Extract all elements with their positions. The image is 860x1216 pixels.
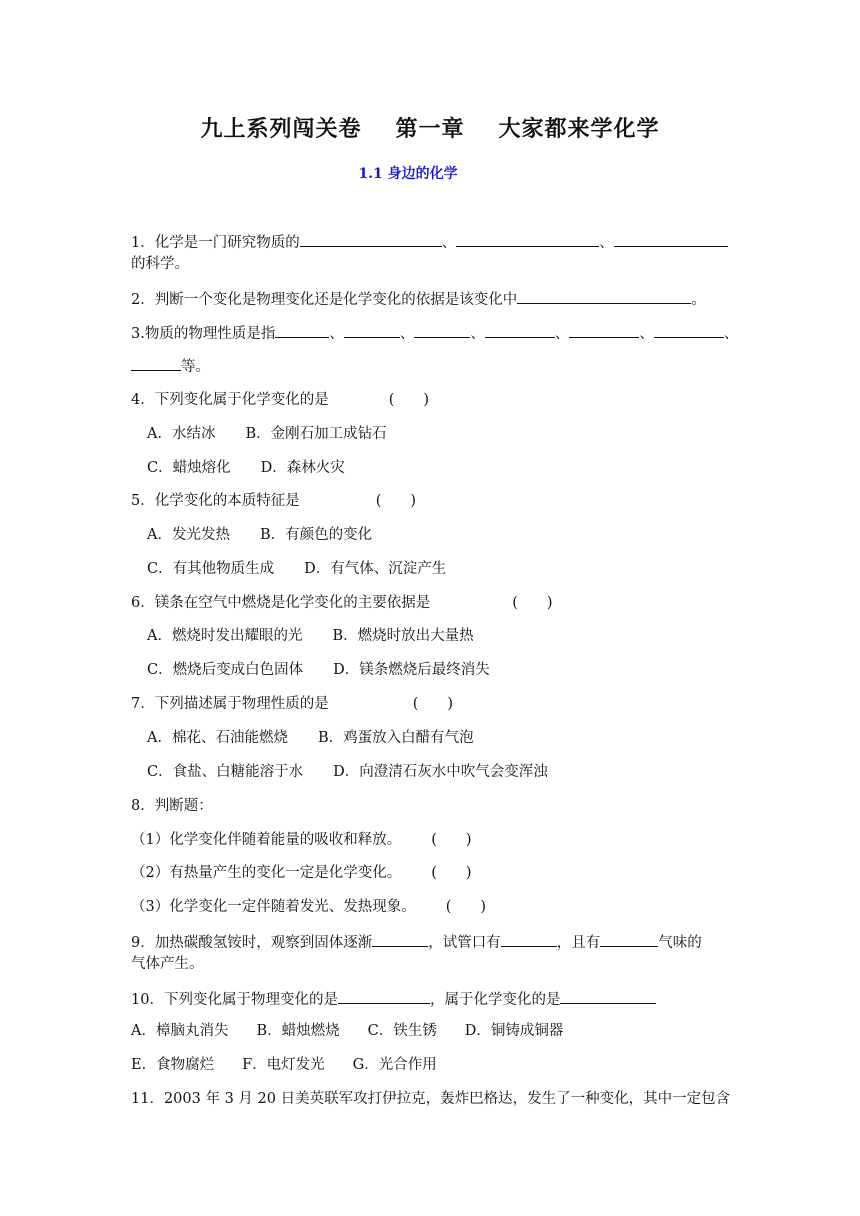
separator: 、	[639, 326, 654, 342]
question-1-text: 1．化学是一门研究物质的	[131, 235, 300, 251]
answer-blank[interactable]	[501, 931, 557, 947]
option-c[interactable]: C．蜡烛熔化	[147, 460, 231, 476]
answer-parentheses[interactable]: ( )	[431, 832, 472, 848]
option-b[interactable]: B．鸡蛋放入白醋有气泡	[317, 730, 474, 746]
option-a[interactable]: A．棉花、石油能燃烧	[147, 730, 288, 746]
question-10	[131, 988, 656, 1010]
answer-blank[interactable]	[560, 988, 656, 1004]
question-4-options-row-2	[147, 458, 345, 478]
question-5-options-row-2	[147, 559, 446, 579]
title-chapter: 第一章	[395, 116, 465, 142]
answer-parentheses[interactable]: ( )	[412, 696, 454, 712]
question-1	[131, 231, 728, 253]
option-c[interactable]: C．铁生锈	[367, 1023, 437, 1039]
answer-blank[interactable]	[344, 322, 400, 338]
question-10-options-row-1	[131, 1021, 563, 1041]
answer-parentheses[interactable]: ( )	[512, 595, 553, 611]
question-6-text: 6．镁条在空气中燃烧是化学变化的主要依据是	[131, 595, 431, 611]
option-c[interactable]: C．有其他物质生成	[147, 561, 275, 577]
question-6	[131, 593, 553, 613]
option-b[interactable]: B．金刚石加工成钻石	[245, 426, 387, 442]
option-c[interactable]: C．食盐、白糖能溶于水	[147, 764, 304, 780]
judgment-item-2	[131, 863, 472, 883]
question-2-text: 2．判断一个变化是物理变化还是化学变化的依据是该变化中	[131, 292, 518, 308]
question-3-continuation	[131, 355, 210, 377]
option-a[interactable]: A．水结冰	[147, 426, 216, 442]
option-b[interactable]: B．燃烧时放出大量热	[332, 628, 474, 644]
option-a[interactable]: A．樟脑丸消失	[131, 1023, 229, 1039]
etc-text: 等。	[181, 359, 210, 375]
answer-blank[interactable]	[569, 322, 639, 338]
answer-blank[interactable]	[600, 931, 658, 947]
judgment-text: （3）化学变化一定伴随着发光、发热现象。	[131, 899, 416, 915]
question-7	[131, 694, 453, 714]
judgment-text: （1）化学变化伴随着能量的吸收和释放。	[131, 832, 402, 848]
answer-blank[interactable]	[131, 355, 181, 371]
answer-blank[interactable]	[614, 231, 728, 247]
separator: 、	[441, 235, 457, 251]
question-3	[131, 322, 738, 344]
answer-blank[interactable]	[517, 288, 691, 304]
separator: 、	[599, 235, 614, 251]
answer-blank[interactable]	[485, 322, 555, 338]
separator: 、	[399, 326, 415, 342]
question-5	[131, 491, 416, 511]
answer-blank[interactable]	[372, 931, 428, 947]
question-9-continuation: 气体产生。	[131, 956, 204, 972]
question-6-options-row-1	[147, 626, 474, 646]
judgment-item-1	[131, 830, 472, 850]
option-b[interactable]: B．蜡烛燃烧	[256, 1023, 340, 1039]
option-a[interactable]: A．燃烧时发出耀眼的光	[147, 628, 303, 644]
question-7-options-row-2	[147, 762, 548, 782]
option-d[interactable]: D．向澄清石灰水中吹气会变浑浊	[333, 764, 548, 780]
answer-blank[interactable]	[338, 988, 430, 1004]
question-10-options-row-2	[131, 1055, 437, 1075]
title-topic: 大家都来学化学	[498, 116, 660, 142]
title-series: 九上系列闯关卷	[200, 116, 362, 142]
option-b[interactable]: B．有颜色的变化	[259, 527, 373, 543]
answer-blank[interactable]	[654, 322, 724, 338]
answer-blank[interactable]	[300, 231, 442, 247]
question-9-text: 气味的	[658, 935, 702, 951]
judgment-text: （2）有热量产生的变化一定是化学变化。	[131, 865, 402, 881]
option-g[interactable]: G．光合作用	[352, 1057, 437, 1073]
option-d[interactable]: D．镁条燃烧后最终消失	[333, 662, 490, 678]
question-11: 11．2003 年 3 月 20 日美英联军攻打伊拉克，轰炸巴格达，发生了一种变化，其中一定包含	[131, 1091, 731, 1107]
question-2	[131, 288, 706, 310]
question-9-text: 9．加热碳酸氢铵时，观察到固体逐渐	[131, 935, 373, 951]
separator: 、	[554, 326, 570, 342]
question-7-options-row-1	[147, 728, 474, 748]
option-e[interactable]: E．食物腐烂	[131, 1057, 215, 1073]
question-5-text: 5．化学变化的本质特征是	[131, 493, 300, 509]
question-6-options-row-2	[147, 660, 490, 680]
question-3-text: 3.物质的物理性质是指	[131, 326, 276, 342]
option-d[interactable]: D．铜铸成铜器	[464, 1023, 564, 1039]
question-9	[131, 931, 702, 953]
question-10-text: 10．下列变化属于物理变化的是	[131, 992, 338, 1008]
separator: 、	[329, 326, 344, 342]
question-5-options-row-1	[147, 525, 372, 545]
answer-parentheses[interactable]: ( )	[388, 392, 430, 408]
answer-parentheses[interactable]: ( )	[375, 493, 417, 509]
option-d[interactable]: D．有气体、沉淀产生	[304, 561, 447, 577]
question-4-text: 4．下列变化属于化学变化的是	[131, 392, 329, 408]
question-9-text: ，试管口有	[428, 935, 501, 951]
question-4	[131, 390, 429, 410]
option-d[interactable]: D．森林火灾	[260, 460, 345, 476]
option-f[interactable]: F．电灯发光	[242, 1057, 325, 1073]
answer-blank[interactable]	[414, 322, 470, 338]
section-heading: 1.1 身边的化学	[358, 166, 458, 182]
answer-blank[interactable]	[456, 231, 599, 247]
question-8: 8．判断题：	[131, 798, 213, 814]
question-1-continuation: 的科学。	[131, 256, 189, 272]
answer-parentheses[interactable]: ( )	[431, 865, 472, 881]
document-title	[0, 112, 860, 143]
option-c[interactable]: C．燃烧后变成白色固体	[147, 662, 304, 678]
option-a[interactable]: A．发光发热	[147, 527, 230, 543]
question-4-options-row-1	[147, 424, 387, 444]
answer-blank[interactable]	[275, 322, 329, 338]
question-7-text: 7．下列描述属于物理性质的是	[131, 696, 329, 712]
separator: 、	[723, 326, 739, 342]
separator: 、	[470, 326, 485, 342]
question-10-text: ，属于化学变化的是	[429, 992, 561, 1008]
judgment-item-3	[131, 897, 486, 917]
answer-parentheses[interactable]: ( )	[445, 899, 487, 915]
period: 。	[691, 292, 706, 308]
question-9-text: ，且有	[556, 935, 601, 951]
